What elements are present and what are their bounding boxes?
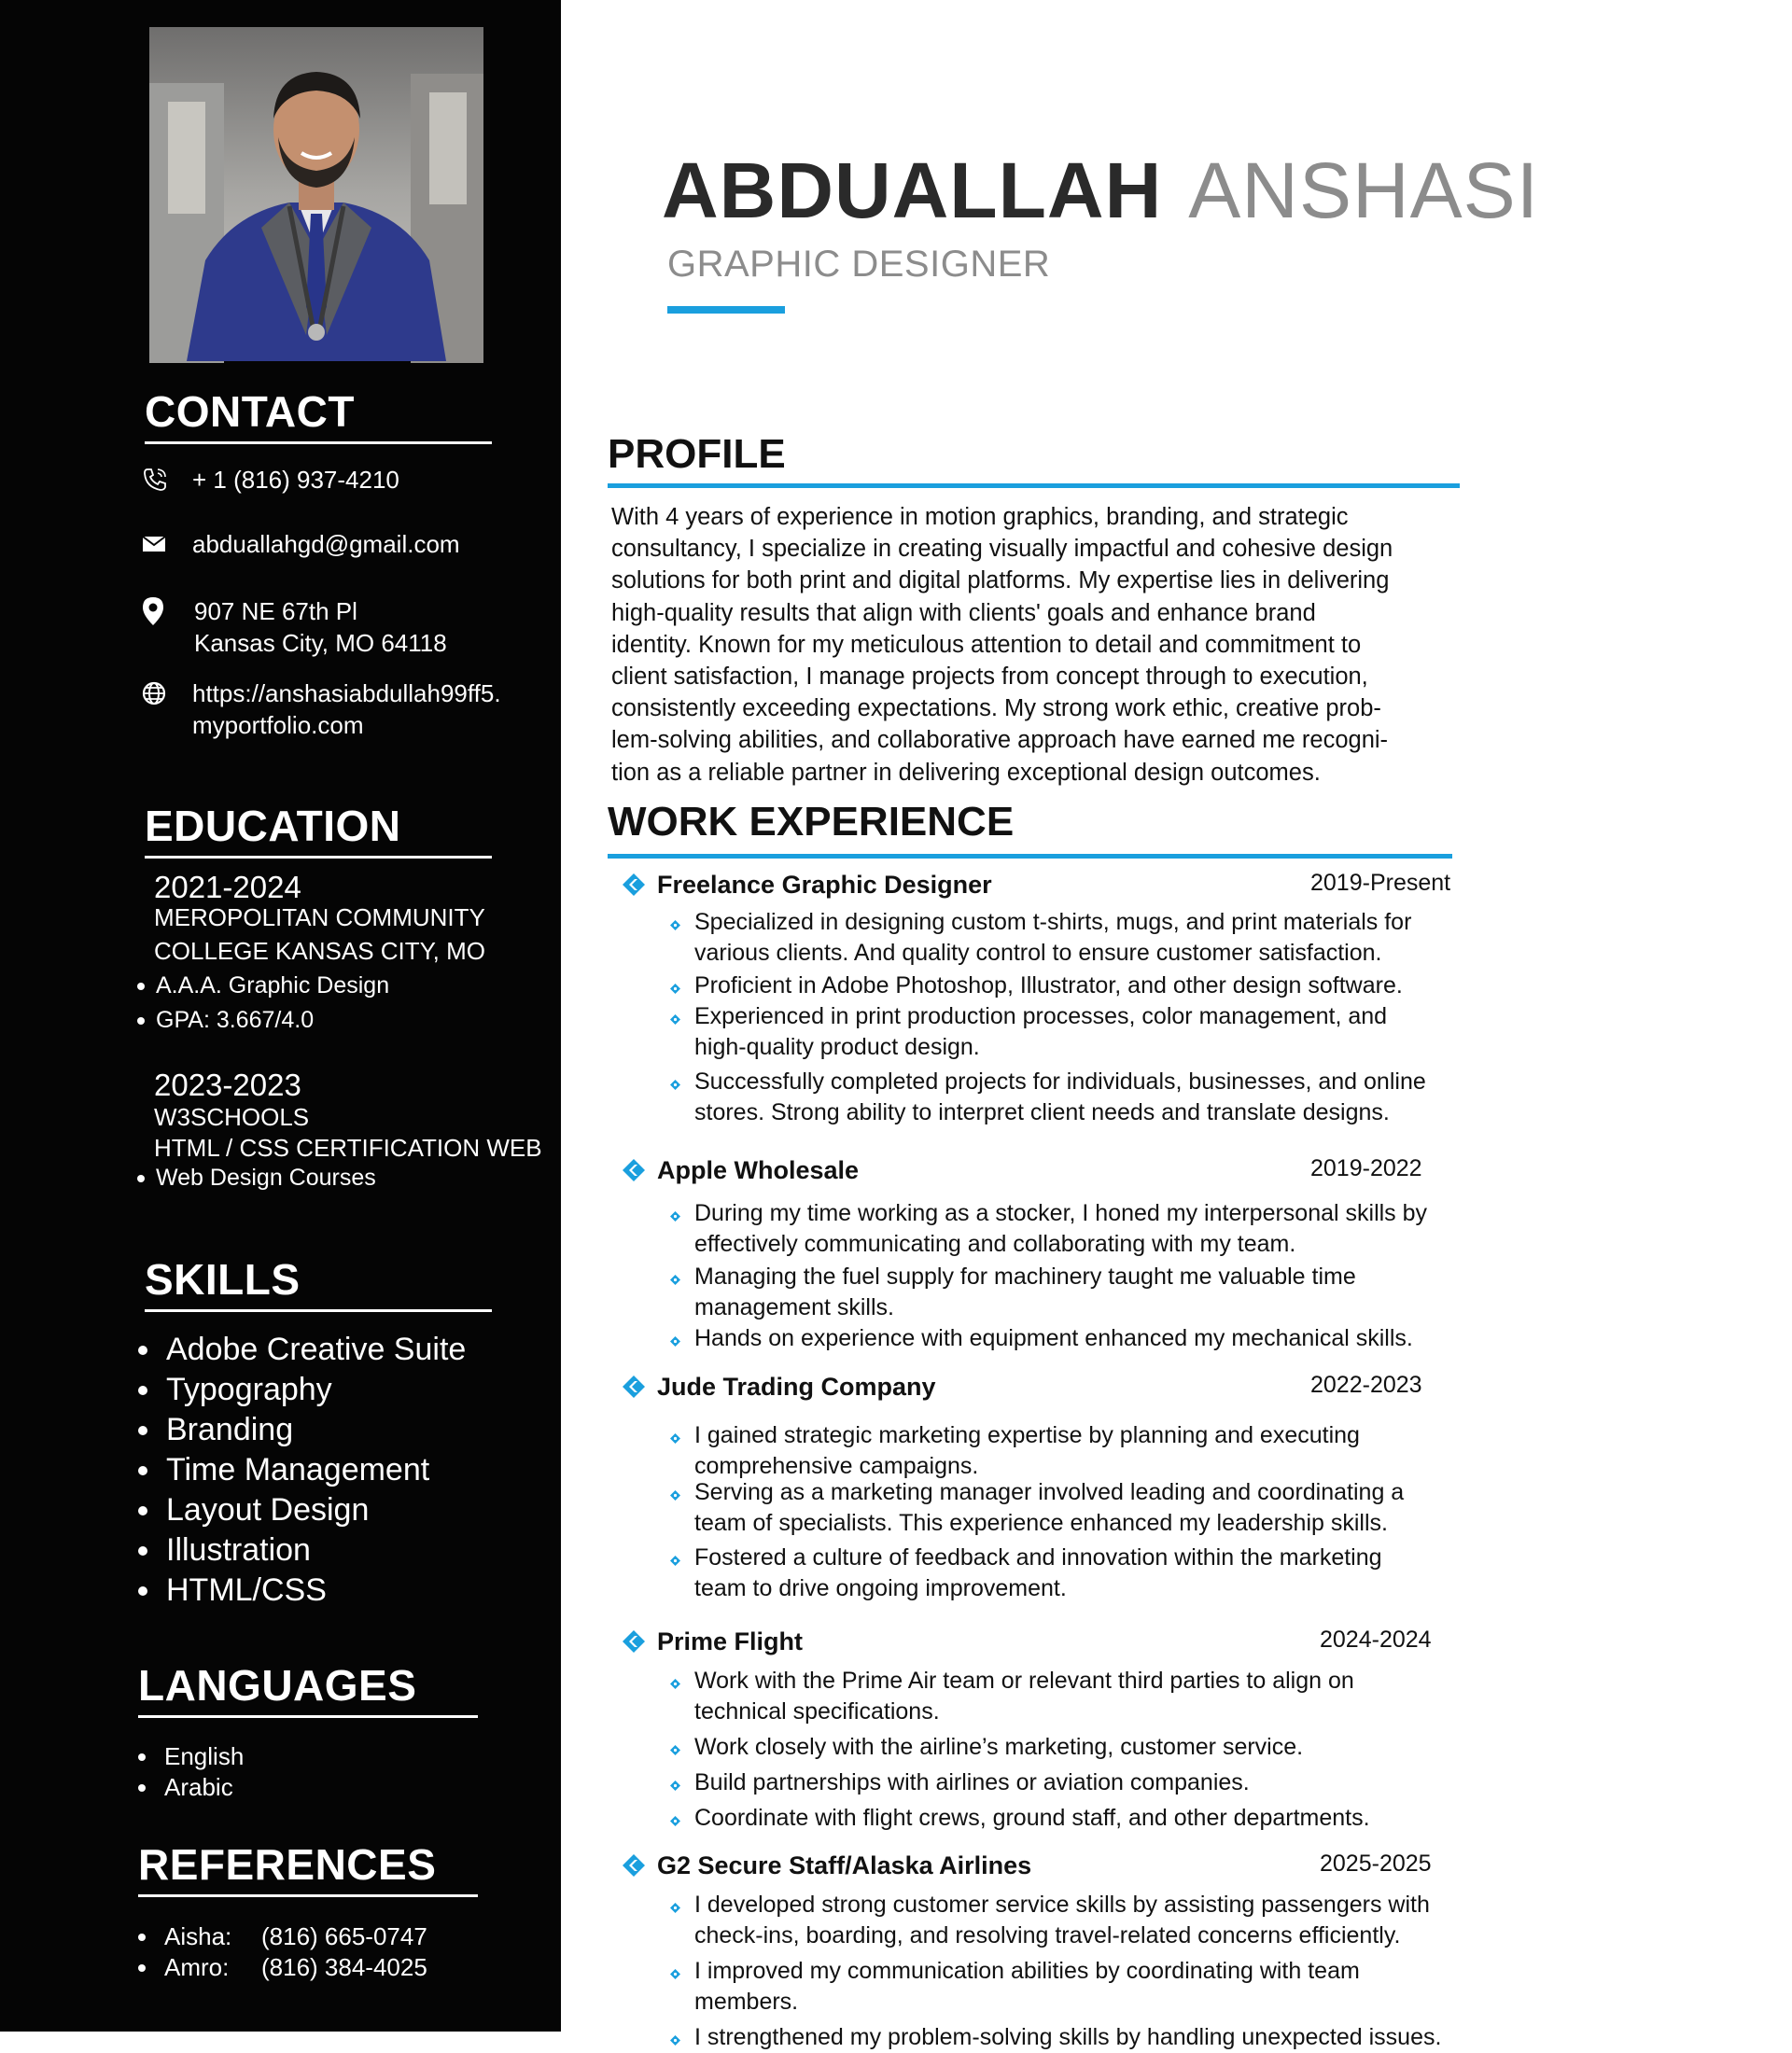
diamond-bullet-icon (670, 1490, 680, 1501)
job-title: GRAPHIC DESIGNER (667, 244, 1051, 285)
diamond-bullet-icon (670, 1781, 680, 1791)
address-line-1: 907 NE 67th Pl (194, 597, 357, 625)
profile-line: With 4 years of experience in motion graphics, branding, and strategic (611, 504, 1349, 530)
skill-label: Layout Design (166, 1492, 370, 1528)
job-title-text: Apple Wholesale (657, 1155, 860, 1184)
education-heading: EDUCATION (145, 802, 401, 850)
job-points (670, 1198, 1462, 1354)
diamond-bullet-icon (670, 920, 680, 930)
job-header (622, 868, 1462, 901)
reference-name: Aisha: (164, 1922, 232, 1950)
contact-heading: CONTACT (145, 387, 355, 436)
email-text: abduallahgd@gmail.com (192, 530, 460, 558)
bullet-dot (138, 1784, 146, 1792)
job-point: Coordinate with flight crews, ground staff, and other departments. (670, 1803, 1462, 1834)
profile-line: solutions for both print and digital platforms. My expertise lies in delivering (611, 567, 1390, 594)
bullet-dot (138, 1426, 147, 1435)
language-label: English (164, 1742, 245, 1770)
job-jude-trading (622, 1370, 1462, 1604)
work-experience-divider (608, 854, 1452, 859)
education-1-bullet-2 (137, 1009, 314, 1032)
skill-item (138, 1450, 466, 1490)
languages-divider (138, 1715, 478, 1718)
diamond-bullet-icon (670, 1816, 680, 1826)
bullet-dot (138, 1964, 146, 1972)
education-years-1: 2021-2024 (154, 870, 301, 904)
job-point: I gained strategic marketing expertise by planning and executing comprehensive campaigns. (670, 1420, 1462, 1482)
education-school-2-line-2: HTML / CSS CERTIFICATION WEB (154, 1134, 542, 1162)
reference-item (138, 1952, 427, 1983)
contact-address (142, 595, 447, 659)
job-freelance (622, 868, 1462, 1128)
diamond-arrow-icon (622, 1629, 646, 1654)
job-point: Work closely with the airline’s marketing, customer service. (670, 1732, 1462, 1763)
profile-divider (608, 483, 1460, 488)
job-points (670, 1890, 1462, 2053)
bullet-dot (138, 1386, 147, 1395)
profile-line: lem-solving abilities, and collaborative approach have earned me recogni- (611, 727, 1389, 754)
education-2-bullet-1 (137, 1166, 376, 1190)
job-point: Work with the Prime Air team or relevant third parties to align on technical specifications. (670, 1666, 1462, 1727)
references-divider (138, 1894, 478, 1897)
sidebar (0, 0, 561, 2032)
job-point: Proficient in Adobe Photoshop, Illustrator, and other design software. (670, 971, 1462, 1001)
job-point: Build partnerships with airlines or aviation companies. (670, 1767, 1462, 1798)
phone-icon (142, 464, 192, 496)
job-point: Successfully completed projects for individuals, businesses, and online stores. Strong ability to interpret client needs and translate designs. (670, 1067, 1462, 1128)
profile-line: client satisfaction, I manage projects from concept through to execution, (611, 663, 1368, 691)
globe-icon (142, 677, 192, 709)
diamond-bullet-icon (670, 1275, 680, 1285)
bullet-dot (137, 1017, 145, 1025)
job-dates: 2022-2023 (1310, 1372, 1422, 1398)
job-points (670, 1666, 1462, 1834)
profile-line: high-quality results that align with clients' goals and enhance brand (611, 599, 1316, 626)
envelope-icon (142, 528, 192, 560)
diamond-bullet-icon (670, 2035, 680, 2046)
job-point: Experienced in print production processes, color management, and high-quality product design. (670, 1001, 1462, 1063)
job-point: Specialized in designing custom t-shirts, mugs, and print materials for various clients. And quality control to ensure customer satisfaction. (670, 907, 1462, 969)
bullet-dot (138, 1753, 146, 1761)
skill-label: Typography (166, 1372, 332, 1407)
job-dates: 2025-2025 (1320, 1850, 1432, 1877)
skill-label: Adobe Creative Suite (166, 1332, 467, 1367)
skill-label: Branding (166, 1412, 294, 1447)
bullet-dot (138, 1506, 147, 1515)
skills-list (138, 1330, 466, 1611)
language-label: Arabic (164, 1773, 233, 1801)
job-point: Serving as a marketing manager involved leading and coordinating a team of specialists. This experience enhanced my leadership skills. (670, 1477, 1462, 1539)
job-point: Managing the fuel supply for machinery taught me valuable time management skills. (670, 1262, 1462, 1323)
reference-item (138, 1921, 427, 1952)
education-divider (145, 856, 492, 859)
education-degree: A.A.A. Graphic Design (156, 972, 390, 999)
job-points (670, 907, 1462, 1128)
references-heading: REFERENCES (138, 1840, 437, 1889)
diamond-bullet-icon (670, 1433, 680, 1444)
bullet-dot (138, 1466, 147, 1475)
bullet-dot (138, 1934, 146, 1941)
profile-line: consultancy, I specialize in creating visually impactful and cohesive design (611, 536, 1393, 563)
job-prime-flight (622, 1625, 1462, 1834)
education-course: Web Design Courses (156, 1165, 376, 1191)
profile-line: consistently exceeding expectations. My strong work ethic, creative prob- (611, 695, 1381, 722)
job-points (670, 1420, 1462, 1604)
education-years-2: 2023-2023 (154, 1068, 301, 1102)
education-1-bullet-1 (137, 974, 389, 998)
education-school-2-line-1: W3SCHOOLS (154, 1103, 310, 1131)
bullet-dot (137, 983, 145, 990)
job-title-text: Freelance Graphic Designer (657, 870, 992, 899)
bullet-dot (138, 1586, 147, 1596)
job-point: Fostered a culture of feedback and innovation within the marketing team to drive ongoing improvement. (670, 1543, 1462, 1604)
skill-label: Illustration (166, 1532, 311, 1568)
job-dates: 2019-2022 (1310, 1155, 1422, 1181)
diamond-bullet-icon (670, 1556, 680, 1566)
profile-heading: PROFILE (608, 431, 786, 477)
job-g2-secure-staff (622, 1849, 1462, 2053)
education-school-1-line-2: COLLEGE KANSAS CITY, MO (154, 937, 485, 965)
diamond-bullet-icon (670, 1336, 680, 1347)
job-point: I improved my communication abilities by coordinating with team members. (670, 1956, 1462, 2018)
language-item (138, 1741, 244, 1772)
diamond-bullet-icon (670, 1211, 680, 1222)
profile-summary (611, 501, 1451, 789)
diamond-bullet-icon (670, 1903, 680, 1913)
work-experience-heading: WORK EXPERIENCE (608, 799, 1015, 845)
bullet-dot (138, 1346, 147, 1355)
diamond-bullet-icon (670, 1679, 680, 1689)
first-name: ABDUALLAH (662, 147, 1163, 234)
diamond-arrow-icon (622, 1375, 646, 1399)
title-accent-bar (667, 306, 785, 314)
job-header (622, 1625, 1462, 1658)
contact-email (142, 528, 460, 560)
contact-divider (145, 441, 492, 444)
last-name: ANSHASI (1188, 147, 1540, 234)
profile-line: tion as a reliable partner in delivering exceptional design outcomes. (611, 759, 1321, 786)
diamond-bullet-icon (670, 1969, 680, 1979)
diamond-arrow-icon (622, 1158, 646, 1182)
location-pin-icon (142, 595, 192, 627)
profile-photo (149, 27, 483, 361)
skills-heading: SKILLS (145, 1255, 301, 1304)
bullet-dot (138, 1546, 147, 1556)
job-title-text: Jude Trading Company (657, 1372, 936, 1401)
job-point: I strengthened my problem-solving skills by handling unexpected issues. (670, 2022, 1462, 2053)
language-item (138, 1772, 244, 1803)
reference-name: Amro: (164, 1953, 230, 1981)
profile-line: identity. Known for my meticulous attention to detail and commitment to (611, 631, 1362, 658)
portrait-illustration (149, 27, 483, 361)
job-header (622, 1370, 1462, 1404)
phone-text: + 1 (816) 937-4210 (192, 466, 399, 494)
skill-label: Time Management (166, 1452, 430, 1487)
education-school-1-line-1: MEROPOLITAN COMMUNITY (154, 903, 485, 931)
contact-website (142, 677, 501, 741)
job-apple-wholesale (622, 1153, 1462, 1354)
reference-phone: (816) 384-4025 (261, 1953, 427, 1981)
job-header (622, 1153, 1462, 1187)
job-point: During my time working as a stocker, I honed my interpersonal skills by effectively communicating and collaborating with my team. (670, 1198, 1462, 1260)
website-line-1[interactable]: https://anshasiabdullah99ff5. (192, 679, 501, 707)
diamond-bullet-icon (670, 984, 680, 994)
skill-item (138, 1370, 466, 1410)
reference-phone: (816) 665-0747 (261, 1922, 427, 1950)
website-line-2[interactable]: myportfolio.com (192, 711, 364, 739)
education-gpa: GPA: 3.667/4.0 (156, 1007, 315, 1033)
languages-heading: LANGUAGES (138, 1661, 417, 1710)
skill-item (138, 1410, 466, 1450)
full-name (662, 147, 1540, 234)
skill-item (138, 1490, 466, 1530)
job-title-text: Prime Flight (657, 1627, 804, 1655)
references-list (138, 1921, 427, 1983)
job-dates: 2024-2024 (1320, 1627, 1432, 1653)
diamond-bullet-icon (670, 1014, 680, 1025)
job-title-text: G2 Secure Staff/Alaska Airlines (657, 1850, 1032, 1879)
diamond-arrow-icon (622, 1853, 646, 1878)
skills-divider (145, 1309, 492, 1312)
address-line-2: Kansas City, MO 64118 (194, 629, 447, 657)
languages-list (138, 1741, 244, 1803)
skill-item (138, 1530, 466, 1571)
skill-label: HTML/CSS (166, 1572, 327, 1608)
job-point: Hands on experience with equipment enhanced my mechanical skills. (670, 1323, 1462, 1354)
diamond-arrow-icon (622, 873, 646, 897)
job-header (622, 1849, 1462, 1882)
skill-item (138, 1571, 466, 1611)
skill-item (138, 1330, 466, 1370)
job-point: I developed strong customer service skills by assisting passengers with check-ins, boarding, and resolving travel-related concerns efficiently. (670, 1890, 1462, 1951)
bullet-dot (137, 1175, 145, 1182)
contact-phone (142, 464, 399, 496)
job-dates: 2019-Present (1310, 870, 1451, 896)
diamond-bullet-icon (670, 1080, 680, 1090)
diamond-bullet-icon (670, 1745, 680, 1755)
